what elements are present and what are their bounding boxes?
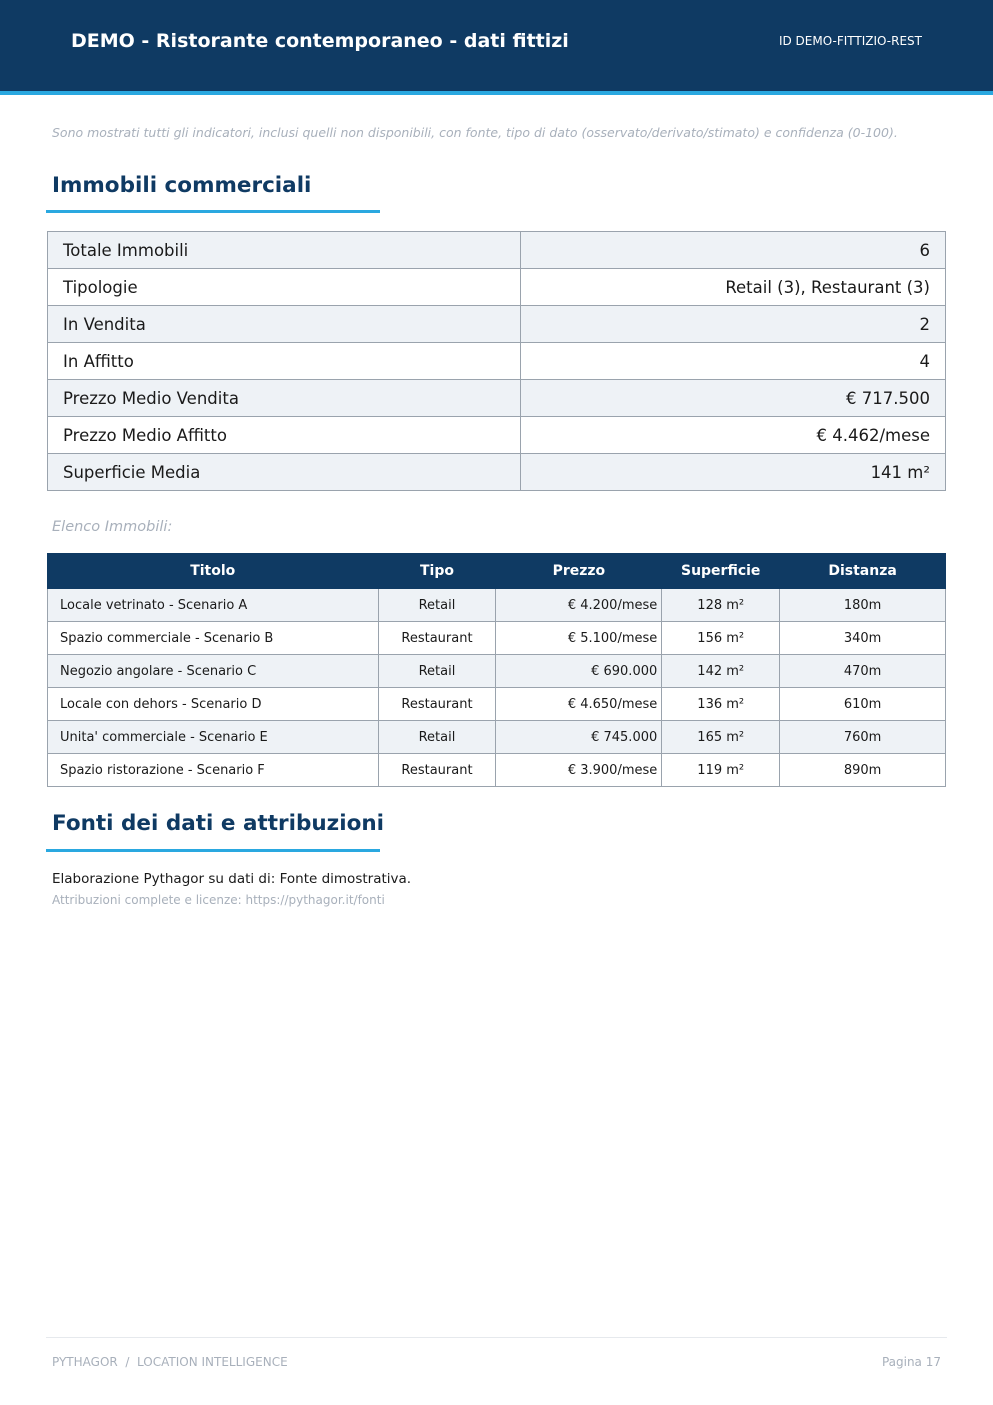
cell-type: Retail bbox=[378, 655, 496, 688]
cell-surface: 136 m² bbox=[662, 688, 780, 721]
page-number: Pagina 17 bbox=[881, 1355, 941, 1369]
cell-type: Restaurant bbox=[378, 688, 496, 721]
cell-distance: 340m bbox=[780, 622, 946, 655]
summary-label: Prezzo Medio Vendita bbox=[48, 380, 521, 417]
cell-surface: 165 m² bbox=[662, 721, 780, 754]
cell-title: Negozio angolare - Scenario C bbox=[48, 655, 379, 688]
summary-value: € 717.500 bbox=[521, 380, 946, 417]
footer-divider bbox=[46, 1337, 947, 1338]
cell-type: Restaurant bbox=[378, 622, 496, 655]
table-row bbox=[48, 688, 946, 721]
sources-attribution: Attribuzioni complete e licenze: https://pythagor.it/fonti bbox=[52, 893, 385, 907]
summary-row bbox=[48, 380, 946, 417]
cell-title: Locale con dehors - Scenario D bbox=[48, 688, 379, 721]
table-row bbox=[48, 655, 946, 688]
page-header bbox=[0, 0, 993, 95]
summary-value: 2 bbox=[521, 306, 946, 343]
cell-title: Locale vetrinato - Scenario A bbox=[48, 589, 379, 622]
summary-label: Prezzo Medio Affitto bbox=[48, 417, 521, 454]
cell-type: Retail bbox=[378, 589, 496, 622]
cell-type: Retail bbox=[378, 721, 496, 754]
summary-label: In Vendita bbox=[48, 306, 521, 343]
summary-label: In Affitto bbox=[48, 343, 521, 380]
summary-row bbox=[48, 343, 946, 380]
summary-label: Superficie Media bbox=[48, 454, 521, 491]
cell-surface: 142 m² bbox=[662, 655, 780, 688]
table-header-row bbox=[48, 554, 946, 589]
summary-table bbox=[47, 231, 946, 491]
summary-row bbox=[48, 306, 946, 343]
column-header-surface: Superficie bbox=[662, 554, 780, 589]
section-underline bbox=[46, 210, 380, 213]
cell-distance: 610m bbox=[780, 688, 946, 721]
cell-title: Spazio commerciale - Scenario B bbox=[48, 622, 379, 655]
table-row bbox=[48, 589, 946, 622]
cell-price: € 4.650/mese bbox=[496, 688, 662, 721]
column-header-price: Prezzo bbox=[496, 554, 662, 589]
section-heading-sources: Fonti dei dati e attribuzioni bbox=[52, 811, 385, 836]
summary-row bbox=[48, 454, 946, 491]
summary-label: Totale Immobili bbox=[48, 232, 521, 269]
intro-note: Sono mostrati tutti gli indicatori, inclusi quelli non disponibili, con fonte, tipo di dato (osservato/derivato/stimato) e confidenza (0-100). bbox=[52, 125, 898, 140]
table-row bbox=[48, 622, 946, 655]
cell-distance: 760m bbox=[780, 721, 946, 754]
summary-row bbox=[48, 232, 946, 269]
column-header-type: Tipo bbox=[378, 554, 496, 589]
summary-value: 4 bbox=[521, 343, 946, 380]
cell-surface: 156 m² bbox=[662, 622, 780, 655]
cell-price: € 3.900/mese bbox=[496, 754, 662, 787]
cell-distance: 890m bbox=[780, 754, 946, 787]
cell-title: Spazio ristorazione - Scenario F bbox=[48, 754, 379, 787]
table-row bbox=[48, 721, 946, 754]
summary-label: Tipologie bbox=[48, 269, 521, 306]
report-title: DEMO - Ristorante contemporaneo - dati fittizi bbox=[71, 30, 569, 52]
summary-value: 141 m² bbox=[521, 454, 946, 491]
cell-price: € 5.100/mese bbox=[496, 622, 662, 655]
property-list-caption: Elenco Immobili: bbox=[52, 519, 173, 535]
column-header-title: Titolo bbox=[48, 554, 379, 589]
table-row bbox=[48, 754, 946, 787]
cell-surface: 119 m² bbox=[662, 754, 780, 787]
cell-distance: 180m bbox=[780, 589, 946, 622]
column-header-distance: Distanza bbox=[780, 554, 946, 589]
footer-brand: PYTHAGOR / LOCATION INTELLIGENCE bbox=[52, 1355, 288, 1369]
summary-value: Retail (3), Restaurant (3) bbox=[521, 269, 946, 306]
summary-value: € 4.462/mese bbox=[521, 417, 946, 454]
cell-price: € 745.000 bbox=[496, 721, 662, 754]
property-list-table bbox=[47, 553, 946, 787]
summary-value: 6 bbox=[521, 232, 946, 269]
cell-type: Restaurant bbox=[378, 754, 496, 787]
cell-price: € 4.200/mese bbox=[496, 589, 662, 622]
summary-row bbox=[48, 269, 946, 306]
cell-title: Unita' commerciale - Scenario E bbox=[48, 721, 379, 754]
cell-surface: 128 m² bbox=[662, 589, 780, 622]
document-id: ID DEMO-FITTIZIO-REST bbox=[778, 34, 922, 48]
section-underline bbox=[46, 849, 380, 852]
cell-distance: 470m bbox=[780, 655, 946, 688]
cell-price: € 690.000 bbox=[496, 655, 662, 688]
section-heading-commercial: Immobili commerciali bbox=[52, 173, 312, 198]
sources-text: Elaborazione Pythagor su dati di: Fonte dimostrativa. bbox=[52, 871, 412, 887]
summary-row bbox=[48, 417, 946, 454]
